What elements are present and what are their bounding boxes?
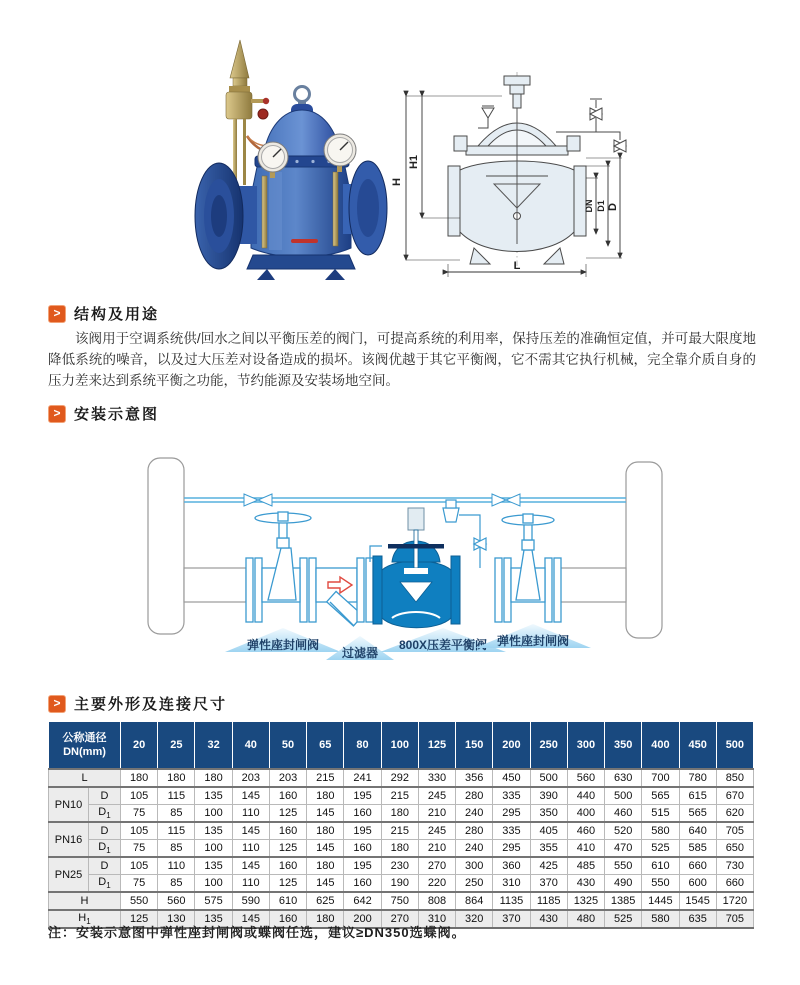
table-row <box>49 769 754 787</box>
dim-value-cell: 660 <box>679 857 716 875</box>
dim-value-cell: 808 <box>418 892 455 910</box>
riser-pipe-left <box>148 458 184 634</box>
row-label: PN10 <box>49 787 89 822</box>
installation-diagram <box>140 450 680 665</box>
row-label: D <box>89 787 121 805</box>
dim-label-d: D <box>607 203 619 211</box>
dn-column-header: 350 <box>605 722 642 770</box>
dim-value-cell: 180 <box>307 910 344 928</box>
dim-value-cell: 270 <box>381 910 418 928</box>
dim-value-cell: 460 <box>567 822 604 840</box>
dim-value-cell: 1325 <box>567 892 604 910</box>
dim-value-cell: 245 <box>418 822 455 840</box>
dim-value-cell: 525 <box>642 840 679 858</box>
valve-base <box>247 255 355 269</box>
dim-value-cell: 125 <box>269 805 306 823</box>
dim-value-cell: 195 <box>344 857 381 875</box>
dim-value-cell: 670 <box>716 787 753 805</box>
dim-value-cell: 105 <box>121 822 158 840</box>
dim-value-cell: 100 <box>195 805 232 823</box>
dim-value-cell: 220 <box>418 875 455 893</box>
row-label: PN16 <box>49 822 89 857</box>
row-label: $H_1$ <box>49 910 121 928</box>
dim-value-cell: 525 <box>605 910 642 928</box>
dn-column-header: 300 <box>567 722 604 770</box>
dim-value-cell: 180 <box>307 857 344 875</box>
dim-value-cell: 310 <box>493 875 530 893</box>
section-header-installation <box>48 403 159 424</box>
dim-value-cell: 195 <box>344 822 381 840</box>
dn-column-header: 250 <box>530 722 567 770</box>
dim-value-cell: 625 <box>307 892 344 910</box>
dn-column-header: 25 <box>158 722 195 770</box>
dn-column-header: 400 <box>642 722 679 770</box>
dim-value-cell: 240 <box>456 805 493 823</box>
dim-value-cell: 240 <box>456 840 493 858</box>
dim-value-cell: 660 <box>716 875 753 893</box>
riser-pipe-right <box>626 462 662 638</box>
dim-value-cell: 500 <box>530 769 567 787</box>
dim-value-cell: 295 <box>493 840 530 858</box>
dim-value-cell: 1185 <box>530 892 567 910</box>
dim-value-cell: 145 <box>232 787 269 805</box>
dim-value-cell: 203 <box>232 769 269 787</box>
dim-value-cell: 355 <box>530 840 567 858</box>
dim-value-cell: 200 <box>344 910 381 928</box>
dim-value-cell: 705 <box>716 910 753 928</box>
nameplate <box>291 239 318 243</box>
table-row <box>49 892 754 910</box>
dim-value-cell: 241 <box>344 769 381 787</box>
dim-value-cell: 550 <box>642 875 679 893</box>
dim-value-cell: 180 <box>121 769 158 787</box>
dim-value-cell: 425 <box>530 857 567 875</box>
gate-valve-right <box>495 514 561 622</box>
dim-value-cell: 160 <box>344 805 381 823</box>
dim-value-cell: 110 <box>232 875 269 893</box>
dim-value-cell: 110 <box>232 805 269 823</box>
dim-value-cell: 585 <box>679 840 716 858</box>
section-marker-icon: > <box>48 405 66 423</box>
dim-value-cell: 85 <box>158 875 195 893</box>
dim-value-cell: 450 <box>493 769 530 787</box>
callout-strainer: 过滤器 <box>341 646 379 660</box>
left-flange <box>195 163 257 269</box>
table-row <box>49 857 754 875</box>
dn-column-header: 65 <box>307 722 344 770</box>
dn-column-header: 50 <box>269 722 306 770</box>
row-label: L <box>49 769 121 787</box>
dim-value-cell: 550 <box>121 892 158 910</box>
section-title: 结构及用途 <box>74 306 160 323</box>
dim-value-cell: 145 <box>307 805 344 823</box>
dim-value-cell: 295 <box>493 805 530 823</box>
dim-value-cell: 430 <box>567 875 604 893</box>
dim-value-cell: 430 <box>530 910 567 928</box>
dim-value-cell: 370 <box>530 875 567 893</box>
dim-value-cell: 125 <box>269 875 306 893</box>
dim-value-cell: 620 <box>716 805 753 823</box>
dim-value-cell: 160 <box>344 875 381 893</box>
dim-value-cell: 490 <box>605 875 642 893</box>
dim-value-cell: 245 <box>418 787 455 805</box>
dim-value-cell: 280 <box>456 822 493 840</box>
dn-column-header: 500 <box>716 722 753 770</box>
dim-value-cell: 580 <box>642 910 679 928</box>
table-row <box>49 875 754 893</box>
dim-value-cell: 1135 <box>493 892 530 910</box>
dim-value-cell: 1720 <box>716 892 753 910</box>
dim-value-cell: 356 <box>456 769 493 787</box>
dim-value-cell: 440 <box>567 787 604 805</box>
row-label: $D_1$ <box>89 840 121 858</box>
dn-column-header: 20 <box>121 722 158 770</box>
row-label: H <box>49 892 121 910</box>
dim-value-cell: 480 <box>567 910 604 928</box>
dim-value-cell: 850 <box>716 769 753 787</box>
dim-value-cell: 115 <box>158 822 195 840</box>
dim-value-cell: 130 <box>158 910 195 928</box>
dim-value-cell: 110 <box>158 857 195 875</box>
section-header-structure <box>48 303 159 324</box>
table-row <box>49 822 754 840</box>
dim-value-cell: 335 <box>493 787 530 805</box>
dim-value-cell: 550 <box>605 857 642 875</box>
dim-value-cell: 180 <box>195 769 232 787</box>
dim-value-cell: 565 <box>642 787 679 805</box>
dim-value-cell: 145 <box>232 857 269 875</box>
dn-column-header: 150 <box>456 722 493 770</box>
dim-value-cell: 280 <box>456 787 493 805</box>
dim-value-cell: 160 <box>269 787 306 805</box>
dim-value-cell: 190 <box>381 875 418 893</box>
dim-value-cell: 630 <box>605 769 642 787</box>
dim-value-cell: 580 <box>642 822 679 840</box>
dim-label-h: H <box>391 178 403 186</box>
section-title: 安装示意图 <box>74 406 160 423</box>
section-header-dimensions <box>48 693 227 714</box>
dim-value-cell: 125 <box>269 840 306 858</box>
dim-value-cell: 215 <box>307 769 344 787</box>
dim-value-cell: 610 <box>642 857 679 875</box>
callout-balancing-valve: 800X压差平衡阀 <box>398 638 488 652</box>
dim-value-cell: 115 <box>158 787 195 805</box>
dim-value-cell: 160 <box>344 840 381 858</box>
dim-label-d1: D1 <box>596 200 606 212</box>
row-label: D <box>89 822 121 840</box>
callout-gate-valve-left: 弹性座封闸阀 <box>246 638 320 652</box>
row-label: $D_1$ <box>89 875 121 893</box>
dimension-drawing <box>390 66 645 284</box>
table-row <box>49 787 754 805</box>
dimensions-table <box>48 721 754 929</box>
dn-column-header: 40 <box>232 722 269 770</box>
dim-value-cell: 210 <box>418 805 455 823</box>
dn-column-header: 200 <box>493 722 530 770</box>
dim-value-cell: 270 <box>418 857 455 875</box>
dim-value-cell: 230 <box>381 857 418 875</box>
dn-column-header: 450 <box>679 722 716 770</box>
dim-value-cell: 350 <box>530 805 567 823</box>
dim-value-cell: 110 <box>232 840 269 858</box>
dim-label-h1: H1 <box>408 154 420 170</box>
dim-value-cell: 135 <box>195 857 232 875</box>
dim-value-cell: 75 <box>121 840 158 858</box>
dim-value-cell: 780 <box>679 769 716 787</box>
section-marker-icon: > <box>48 695 66 713</box>
dim-value-cell: 615 <box>679 787 716 805</box>
dim-value-cell: 750 <box>381 892 418 910</box>
dim-value-cell: 515 <box>642 805 679 823</box>
dim-value-cell: 560 <box>158 892 195 910</box>
table-row <box>49 840 754 858</box>
dim-value-cell: 100 <box>195 840 232 858</box>
dim-value-cell: 565 <box>679 805 716 823</box>
dim-value-cell: 1545 <box>679 892 716 910</box>
dim-value-cell: 203 <box>269 769 306 787</box>
dim-value-cell: 195 <box>344 787 381 805</box>
dim-value-cell: 292 <box>381 769 418 787</box>
dim-value-cell: 300 <box>456 857 493 875</box>
callout-gate-valve-right: 弹性座封闸阀 <box>496 634 570 648</box>
dim-value-cell: 135 <box>195 787 232 805</box>
dimensions-table-wrap <box>48 721 754 929</box>
dim-value-cell: 590 <box>232 892 269 910</box>
dim-value-cell: 460 <box>605 805 642 823</box>
dim-value-cell: 410 <box>567 840 604 858</box>
dim-value-cell: 360 <box>493 857 530 875</box>
sensing-valve-icon <box>492 494 520 506</box>
dim-value-cell: 1385 <box>605 892 642 910</box>
dim-value-cell: 705 <box>716 822 753 840</box>
dim-value-cell: 125 <box>121 910 158 928</box>
row-label: $D_1$ <box>89 805 121 823</box>
dim-value-cell: 85 <box>158 840 195 858</box>
dim-value-cell: 135 <box>195 822 232 840</box>
dim-value-cell: 250 <box>456 875 493 893</box>
dim-value-cell: 650 <box>716 840 753 858</box>
dim-value-cell: 210 <box>418 840 455 858</box>
dim-value-cell: 335 <box>493 822 530 840</box>
dim-value-cell: 610 <box>269 892 306 910</box>
dim-value-cell: 85 <box>158 805 195 823</box>
row-label: D <box>89 857 121 875</box>
dim-value-cell: 575 <box>195 892 232 910</box>
table-row <box>49 805 754 823</box>
dim-value-cell: 145 <box>232 822 269 840</box>
dim-value-cell: 635 <box>679 910 716 928</box>
dim-value-cell: 640 <box>679 822 716 840</box>
dim-value-cell: 105 <box>121 857 158 875</box>
dim-value-cell: 75 <box>121 875 158 893</box>
dim-value-cell: 135 <box>195 910 232 928</box>
callout-labels <box>225 624 591 660</box>
dn-column-header: 32 <box>195 722 232 770</box>
dim-value-cell: 180 <box>307 822 344 840</box>
dim-value-cell: 160 <box>269 822 306 840</box>
dim-value-cell: 180 <box>381 840 418 858</box>
dim-value-cell: 405 <box>530 822 567 840</box>
dim-value-cell: 520 <box>605 822 642 840</box>
dim-value-cell: 180 <box>307 787 344 805</box>
dim-value-cell: 400 <box>567 805 604 823</box>
dim-value-cell: 500 <box>605 787 642 805</box>
sensing-valve-icon <box>244 494 272 506</box>
section-marker-icon: > <box>48 305 66 323</box>
dim-value-cell: 145 <box>307 840 344 858</box>
dim-value-cell: 470 <box>605 840 642 858</box>
dim-value-cell: 100 <box>195 875 232 893</box>
structure-paragraph: 该阀用于空调系统供/回水之间以平衡压差的阀门，可提高系统的利用率，保持压差的准确恒定值，并可最大限度地降低系统的噪音，以及过大压差对设备造成的损坏。该阀优越于其它平衡阀，它不需其它执行机械，完全靠介质自身的压力差来达到系统平衡之功能，节约能源及安装场地空间。 <box>48 331 756 388</box>
dim-value-cell: 160 <box>269 857 306 875</box>
dim-value-cell: 642 <box>344 892 381 910</box>
dim-value-cell: 145 <box>232 910 269 928</box>
footnote: 注：安装示意图中弹性座封闸阀或蝶阀任选，建议≥DN350选蝶阀。 <box>48 925 466 940</box>
dim-value-cell: 730 <box>716 857 753 875</box>
dim-value-cell: 330 <box>418 769 455 787</box>
dim-value-cell: 180 <box>381 805 418 823</box>
dim-label-dn: DN <box>584 199 594 213</box>
dim-value-cell: 215 <box>381 787 418 805</box>
dim-value-cell: 215 <box>381 822 418 840</box>
row-label: PN25 <box>49 857 89 892</box>
dim-value-cell: 560 <box>567 769 604 787</box>
dim-value-cell: 1445 <box>642 892 679 910</box>
dn-column-header: 125 <box>418 722 455 770</box>
gate-valve-left <box>246 512 316 622</box>
dim-value-cell: 390 <box>530 787 567 805</box>
dn-column-header: 100 <box>381 722 418 770</box>
product-photo <box>183 36 398 284</box>
dim-value-cell: 700 <box>642 769 679 787</box>
balancing-valve <box>373 508 460 628</box>
dim-value-cell: 370 <box>493 910 530 928</box>
dn-column-header: 80 <box>344 722 381 770</box>
dim-value-cell: 75 <box>121 805 158 823</box>
dim-value-cell: 320 <box>456 910 493 928</box>
table-corner-header: 公称通径 DN(mm) <box>49 722 121 770</box>
dim-value-cell: 864 <box>456 892 493 910</box>
dim-value-cell: 145 <box>307 875 344 893</box>
dim-value-cell: 160 <box>269 910 306 928</box>
section-title: 主要外形及连接尺寸 <box>74 696 228 713</box>
dim-label-l: L <box>513 260 521 272</box>
dim-value-cell: 485 <box>567 857 604 875</box>
dim-value-cell: 310 <box>418 910 455 928</box>
dim-value-cell: 105 <box>121 787 158 805</box>
dim-value-cell: 600 <box>679 875 716 893</box>
dim-value-cell: 180 <box>158 769 195 787</box>
